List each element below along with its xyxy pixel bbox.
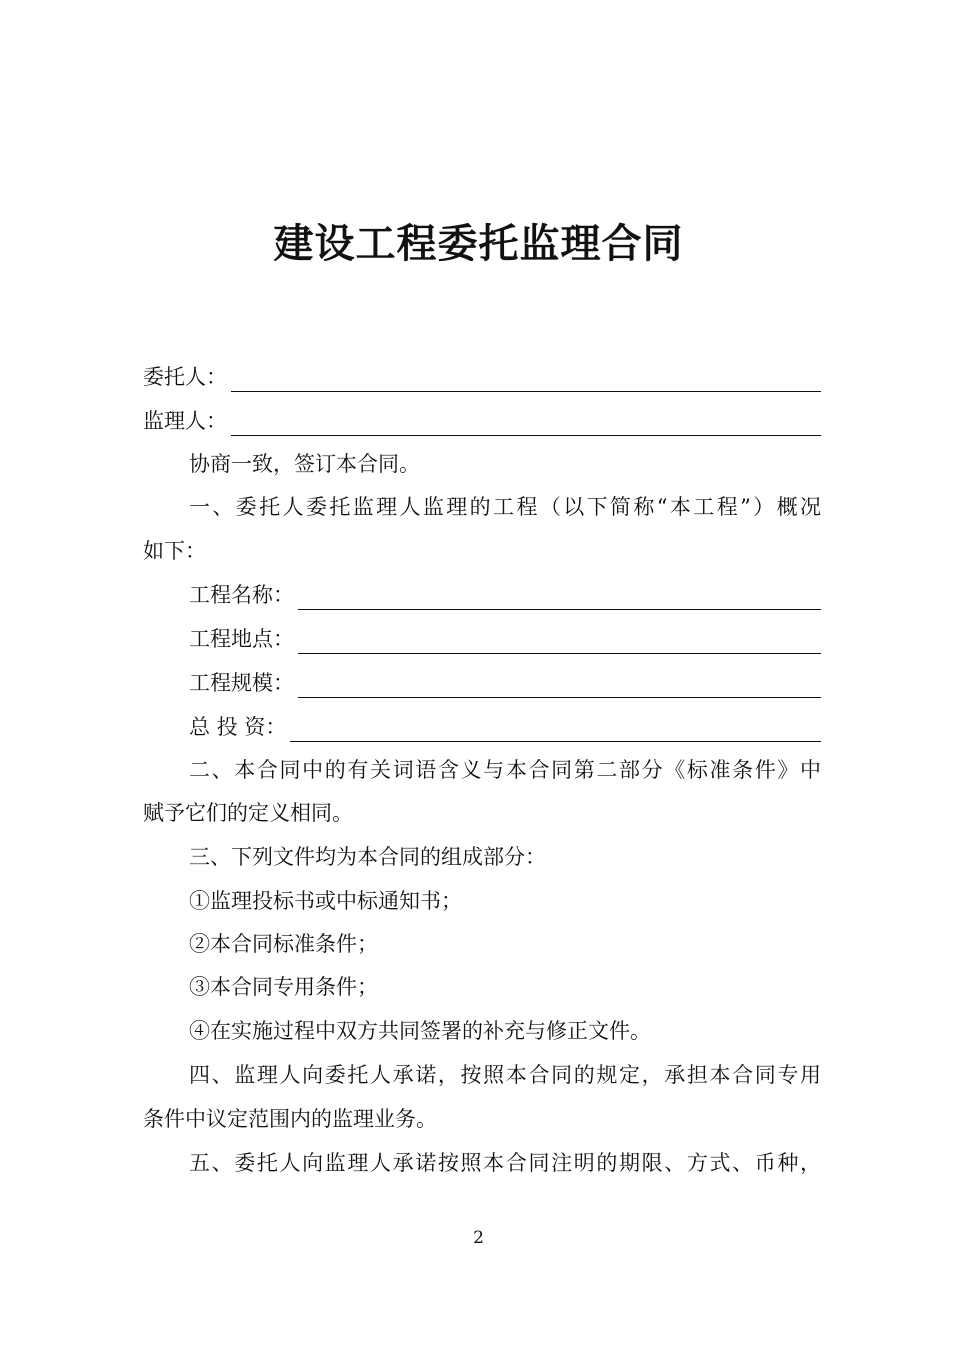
project-location-label: 工程地点：	[189, 627, 294, 651]
clause-3-line-1: 三、下列文件均为本合同的组成部分：	[189, 845, 546, 869]
project-scale-blank-line[interactable]	[298, 673, 821, 698]
page-number: 2	[473, 1228, 484, 1248]
clause-2-line-2: 赋予它们的定义相同。	[143, 801, 353, 825]
project-location-field	[143, 624, 821, 654]
supervisor-label: 监理人：	[143, 409, 227, 433]
clause-1-line-2: 如下：	[143, 539, 206, 563]
client-blank-line[interactable]	[231, 367, 821, 392]
clause-3-item-3: ③本合同专用条件；	[189, 975, 378, 999]
project-name-blank-line[interactable]	[298, 585, 821, 610]
project-name-label: 工程名称：	[189, 583, 294, 607]
clause-3-item-4: ④在实施过程中双方共同签署的补充与修正文件。	[189, 1019, 651, 1043]
project-scale-field	[143, 668, 821, 698]
clause-1-line-1: 一、委托人委托监理人监理的工程（以下简称“本工程”）概况	[189, 495, 821, 519]
total-investment-blank-line[interactable]	[290, 717, 821, 742]
project-location-blank-line[interactable]	[298, 629, 821, 654]
clause-3-item-1: ①监理投标书或中标通知书；	[189, 889, 462, 913]
clause-4-line-2: 条件中议定范围内的监理业务。	[143, 1107, 437, 1131]
document-title: 建设工程委托监理合同	[273, 220, 684, 267]
clause-5-line-1: 五、委托人向监理人承诺按照本合同注明的期限、方式、币种，	[189, 1151, 821, 1175]
clause-2-line-1: 二、本合同中的有关词语含义与本合同第二部分《标准条件》中	[189, 758, 821, 782]
clause-3-item-2: ②本合同标准条件；	[189, 932, 378, 956]
supervisor-blank-line[interactable]	[231, 411, 821, 436]
project-scale-label: 工程规模：	[189, 671, 294, 695]
total-investment-label: 总 投 资：	[189, 715, 287, 739]
supervisor-field	[143, 406, 821, 436]
project-name-field	[143, 580, 821, 610]
client-field	[143, 362, 821, 392]
intro-text: 协商一致，签订本合同。	[189, 452, 420, 476]
total-investment-field	[143, 712, 821, 742]
client-label: 委托人：	[143, 365, 227, 389]
clause-4-line-1: 四、监理人向委托人承诺，按照本合同的规定，承担本合同专用	[189, 1063, 821, 1087]
